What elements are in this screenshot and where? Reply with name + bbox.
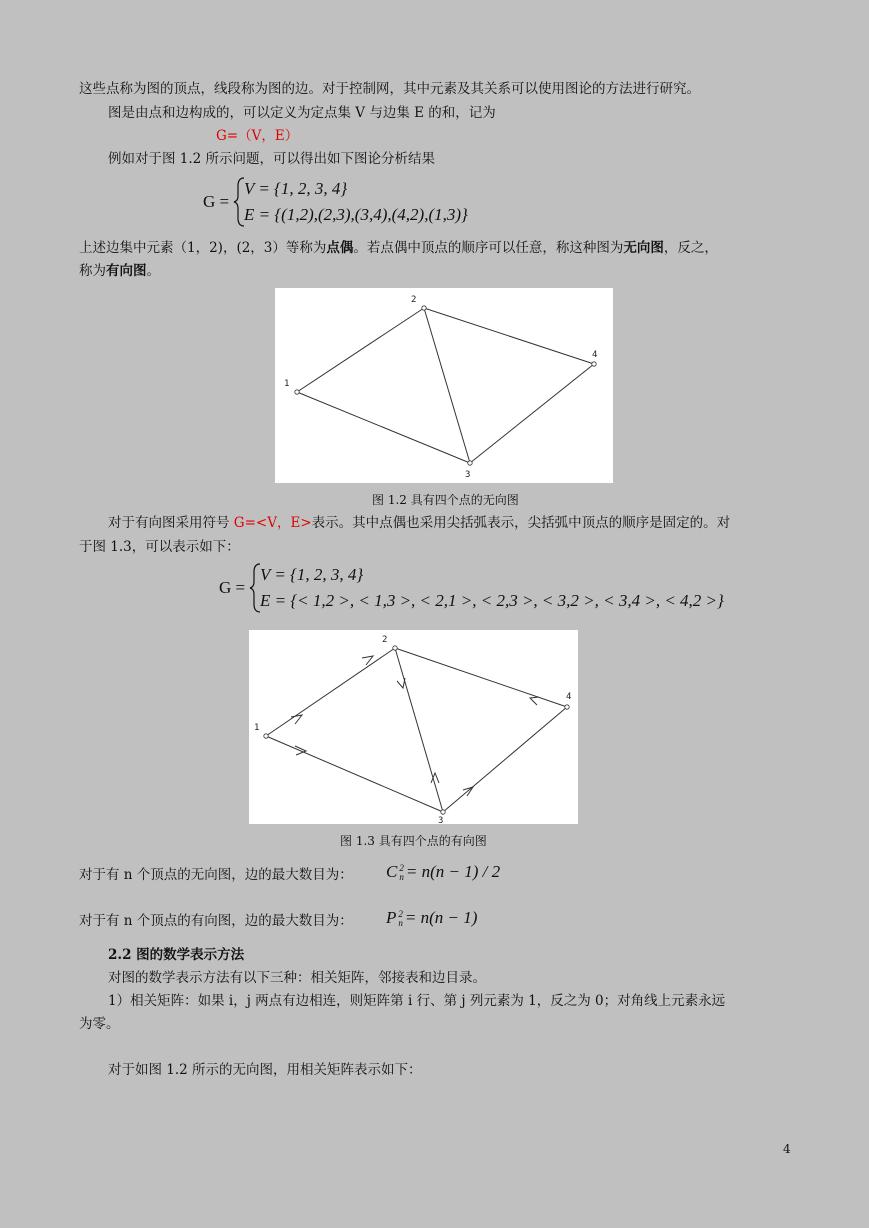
edge-2-4 <box>424 308 594 364</box>
vertex-label-2: 2 <box>382 635 388 645</box>
para-line-9: 对于有 n 个顶点的无向图，边的最大数目为： <box>79 867 353 883</box>
directed-notation: G=<V，E> <box>233 515 312 531</box>
formula2-e: E = {< 1,2 >, < 1,3 >, < 2,1 >, < 2,3 >, < 3,2 >, < 3,4 >, < 4,2 >} <box>260 591 724 610</box>
section-heading: 2.2 图的数学表示方法 <box>108 947 245 963</box>
formula-sup: 2 <box>398 909 403 920</box>
text-span: 对于有向图采用符号 <box>108 515 234 531</box>
vertex-2 <box>393 646 397 650</box>
vertex-label-4: 4 <box>566 692 572 702</box>
formula-rhs: = n(n − 1) <box>404 908 478 927</box>
edge-1-2 <box>266 648 395 736</box>
directed-graph <box>249 630 578 824</box>
edge-2-3 <box>395 648 443 812</box>
figure-1-3-caption: 图 1.3 具有四个点的有向图 <box>340 834 487 848</box>
formula1-v: V = {1, 2, 3, 4} <box>244 179 348 198</box>
vertex-4 <box>565 705 569 709</box>
para-line-8: 于图 1.3，可以表示如下： <box>79 539 240 555</box>
edge-3-4 <box>470 364 594 463</box>
formula1-e: E = {(1,2),(2,3),(3,4),(4,2),(1,3)} <box>244 205 468 224</box>
formula-sup: 2 <box>399 863 404 874</box>
graph-definition: G=（V，E） <box>216 128 299 144</box>
figure-1-2-caption: 图 1.2 具有四个点的无向图 <box>372 493 519 507</box>
vertex-label-1: 1 <box>284 379 290 389</box>
para-line-13: 为零。 <box>79 1016 120 1032</box>
vertex-1 <box>295 390 299 394</box>
term-directed: 有向图 <box>106 263 147 279</box>
text-span: 。若点偶中顶点的顺序可以任意，称这种图为 <box>353 240 624 256</box>
formula2-g: G = <box>219 578 246 597</box>
vertex-label-3: 3 <box>438 816 444 824</box>
formula2-v: V = {1, 2, 3, 4} <box>260 565 364 584</box>
para-line-1: 这些点称为图的顶点，线段称为图的边。对于控制网，其中元素及其关系可以使用图论的方法进行研究。 <box>79 81 700 97</box>
term-point-pair: 点偶 <box>326 240 354 256</box>
figure-1-2 <box>275 288 613 483</box>
text-span: 。 <box>146 263 160 279</box>
formula-symbol: P <box>386 908 397 927</box>
edge-2-3 <box>424 308 470 463</box>
vertex-2 <box>422 306 426 310</box>
vertex-4 <box>592 362 596 366</box>
para-line-14: 对于如图 1.2 所示的无向图，用相关矩阵表示如下： <box>108 1062 422 1078</box>
para-line-5 <box>79 239 718 257</box>
para-line-11: 对图的数学表示方法有以下三种：相关矩阵，邻接表和边目录。 <box>108 970 486 986</box>
vertex-label-2: 2 <box>411 295 417 305</box>
edge-3-4 <box>443 707 567 812</box>
formula-undirected-max <box>386 863 500 882</box>
para-line-12: 1）相关矩阵：如果 i，j 两点有边相连，则矩阵第 i 行、第 j 列元素为 1，反之为 0；对角线上元素永远 <box>108 993 726 1009</box>
edge-1-2 <box>297 308 424 392</box>
term-undirected: 无向图 <box>623 240 664 256</box>
edge-2-4 <box>395 648 567 707</box>
formula-directed-max <box>386 909 477 928</box>
figure-1-3 <box>249 630 578 824</box>
edge-1-3 <box>266 736 443 812</box>
text-span: 表示。其中点偶也采用尖括弧表示，尖括弧中顶点的顺序是固定的。对 <box>311 515 731 531</box>
formula-sub: n <box>399 872 404 883</box>
edge-1-3 <box>297 392 470 463</box>
para-line-10: 对于有 n 个顶点的有向图，边的最大数目为： <box>79 913 353 929</box>
para-line-6 <box>79 262 160 280</box>
formula-rhs: = n(n − 1) / 2 <box>405 862 501 881</box>
vertex-3 <box>468 461 472 465</box>
formula-symbol: C <box>386 862 398 881</box>
vertex-label-4: 4 <box>592 350 598 360</box>
para-line-7 <box>108 514 730 532</box>
text-span: 上述边集中元素（1，2)，(2，3）等称为 <box>79 240 327 256</box>
arrow-4-2 <box>530 697 539 705</box>
text-span: ，反之， <box>663 240 718 256</box>
formula1-g: G = <box>203 192 230 211</box>
vertex-1 <box>264 734 268 738</box>
para-line-2: 图是由点和边构成的，可以定义为定点集 V 与边集 E 的和，记为 <box>108 105 496 121</box>
page-number: 4 <box>783 1142 791 1156</box>
arrow-3-4 <box>463 787 473 796</box>
para-line-4: 例如对于图 1.2 所示问题，可以得出如下图论分析结果 <box>108 151 436 167</box>
vertex-label-3: 3 <box>465 470 471 480</box>
text-span: 称为 <box>79 263 106 279</box>
arrow-1-2 <box>291 715 302 724</box>
vertex-3 <box>441 810 445 814</box>
vertex-label-1: 1 <box>254 723 260 733</box>
formula-sub: n <box>398 918 403 929</box>
undirected-graph <box>275 288 613 483</box>
